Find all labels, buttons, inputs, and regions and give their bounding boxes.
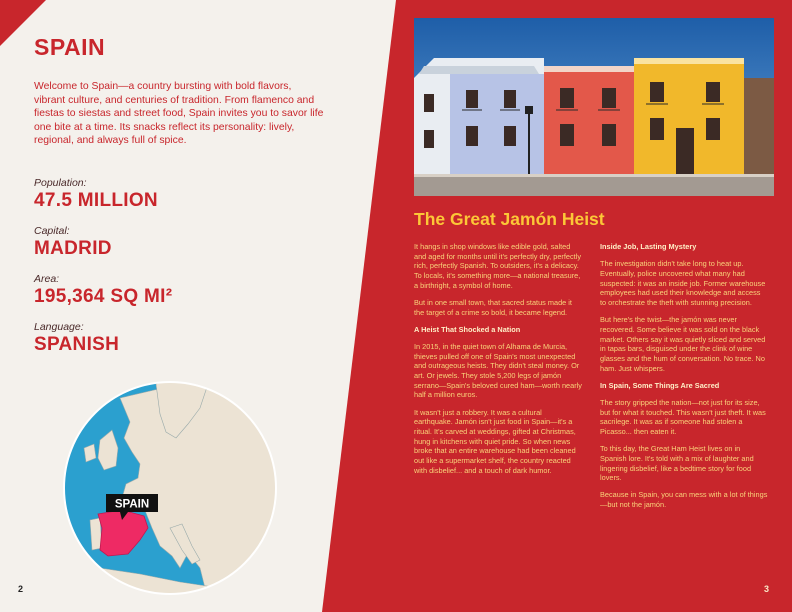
map-country-label: SPAIN xyxy=(114,498,150,511)
page-number-left: 2 xyxy=(18,584,24,594)
street-photo xyxy=(414,18,774,196)
intro-paragraph: Welcome to Spain—a country bursting with bold flavors, vibrant culture, and centuries of tradition. From flamenco and fiestas to siestas and street food, Spain invites you to savor life one bite at a time. Its snacks reflect its personality: lively, regional, and always full of spice. xyxy=(34,81,324,147)
language-value: SPANISH xyxy=(34,334,120,355)
paragraph: It hangs in shop windows like edible gold, salted and aged for months until it's perfectly dry, perfectly rich, perfectly Spanish. To outsiders, it's a delicacy. To locals, it's something more—a national treasure, a birthright, a symbol of home. xyxy=(414,242,581,290)
paragraph: In 2015, in the quiet town of Alhama de Murcia, thieves pulled off one of Spain's most unexpected and outrageous heists. They didn't steal money. Or art. Or jewels. They stole 5,200 legs of jamón serrano—Spain's beloved cured ham—worth nearly half a million euros. xyxy=(414,342,582,400)
subheading: Inside Job, Lasting Mystery xyxy=(600,242,697,251)
paragraph: To this day, the Great Ham Heist lives on in Spanish lore. It's told with a mix of laughter and lingering disbelief, like a bedtime story for food lovers. xyxy=(600,444,754,483)
capital-label: Capital: xyxy=(34,225,70,237)
paragraph: The investigation didn't take long to heat up. Eventually, police uncovered what many had suspected: it was an inside job. Former warehouse employees had used their knowledge and access to orchestrate the theft with stunning precision. xyxy=(600,259,766,307)
europe-map-icon xyxy=(60,378,280,598)
paragraph: It wasn't just a robbery. It was a cultural earthquake. Jamón isn't just food in Spain—it's a ritual. It's carved at weddings, gifted at Christmas, hung in kitchens with quiet pride. So when news broke that an entire warehouse had been cleaned out like a supermarket shelf, the country reacted with disbelief... and a touch of dark humor. xyxy=(414,407,576,475)
diagonal-red-band xyxy=(322,0,396,612)
article-column-left xyxy=(414,242,582,483)
capital-value: MADRID xyxy=(34,238,112,259)
article-column-right xyxy=(600,242,768,517)
paragraph: But here's the twist—the jamón was never recovered. Some believe it was sold on the black market. Others say it was quietly sliced and served in tapas bars, disguised under the clink of wine glasses and the hum of conversation. No trace. No ham. Just whispers. xyxy=(600,315,766,373)
subheading: In Spain, Some Things Are Sacred xyxy=(600,380,720,390)
paragraph: The story gripped the nation—not just for its size, but for what it touched. This wasn't just theft. It was sacrilege. It was as if someone had stolen a Picasso... then eaten it. xyxy=(600,397,766,436)
colorful-houses-image xyxy=(414,18,774,196)
paragraph: Because in Spain, you can mess with a lot of things—but not the jamón. xyxy=(600,490,768,510)
population-value: 47.5 MILLION xyxy=(34,190,158,211)
language-label: Language: xyxy=(34,321,84,333)
paragraph: But in one small town, that sacred status made it the target of a crime so bold, it became legend. xyxy=(414,297,572,317)
country-title: SPAIN xyxy=(34,34,106,60)
population-label: Population: xyxy=(34,177,87,189)
europe-map xyxy=(60,378,280,598)
area-label: Area: xyxy=(34,273,60,285)
page-number-right: 3 xyxy=(764,584,770,594)
article-title: The Great Jamón Heist xyxy=(414,209,605,229)
subheading: A Heist That Shocked a Nation xyxy=(414,324,521,334)
area-value: 195,364 SQ MI² xyxy=(34,286,173,307)
